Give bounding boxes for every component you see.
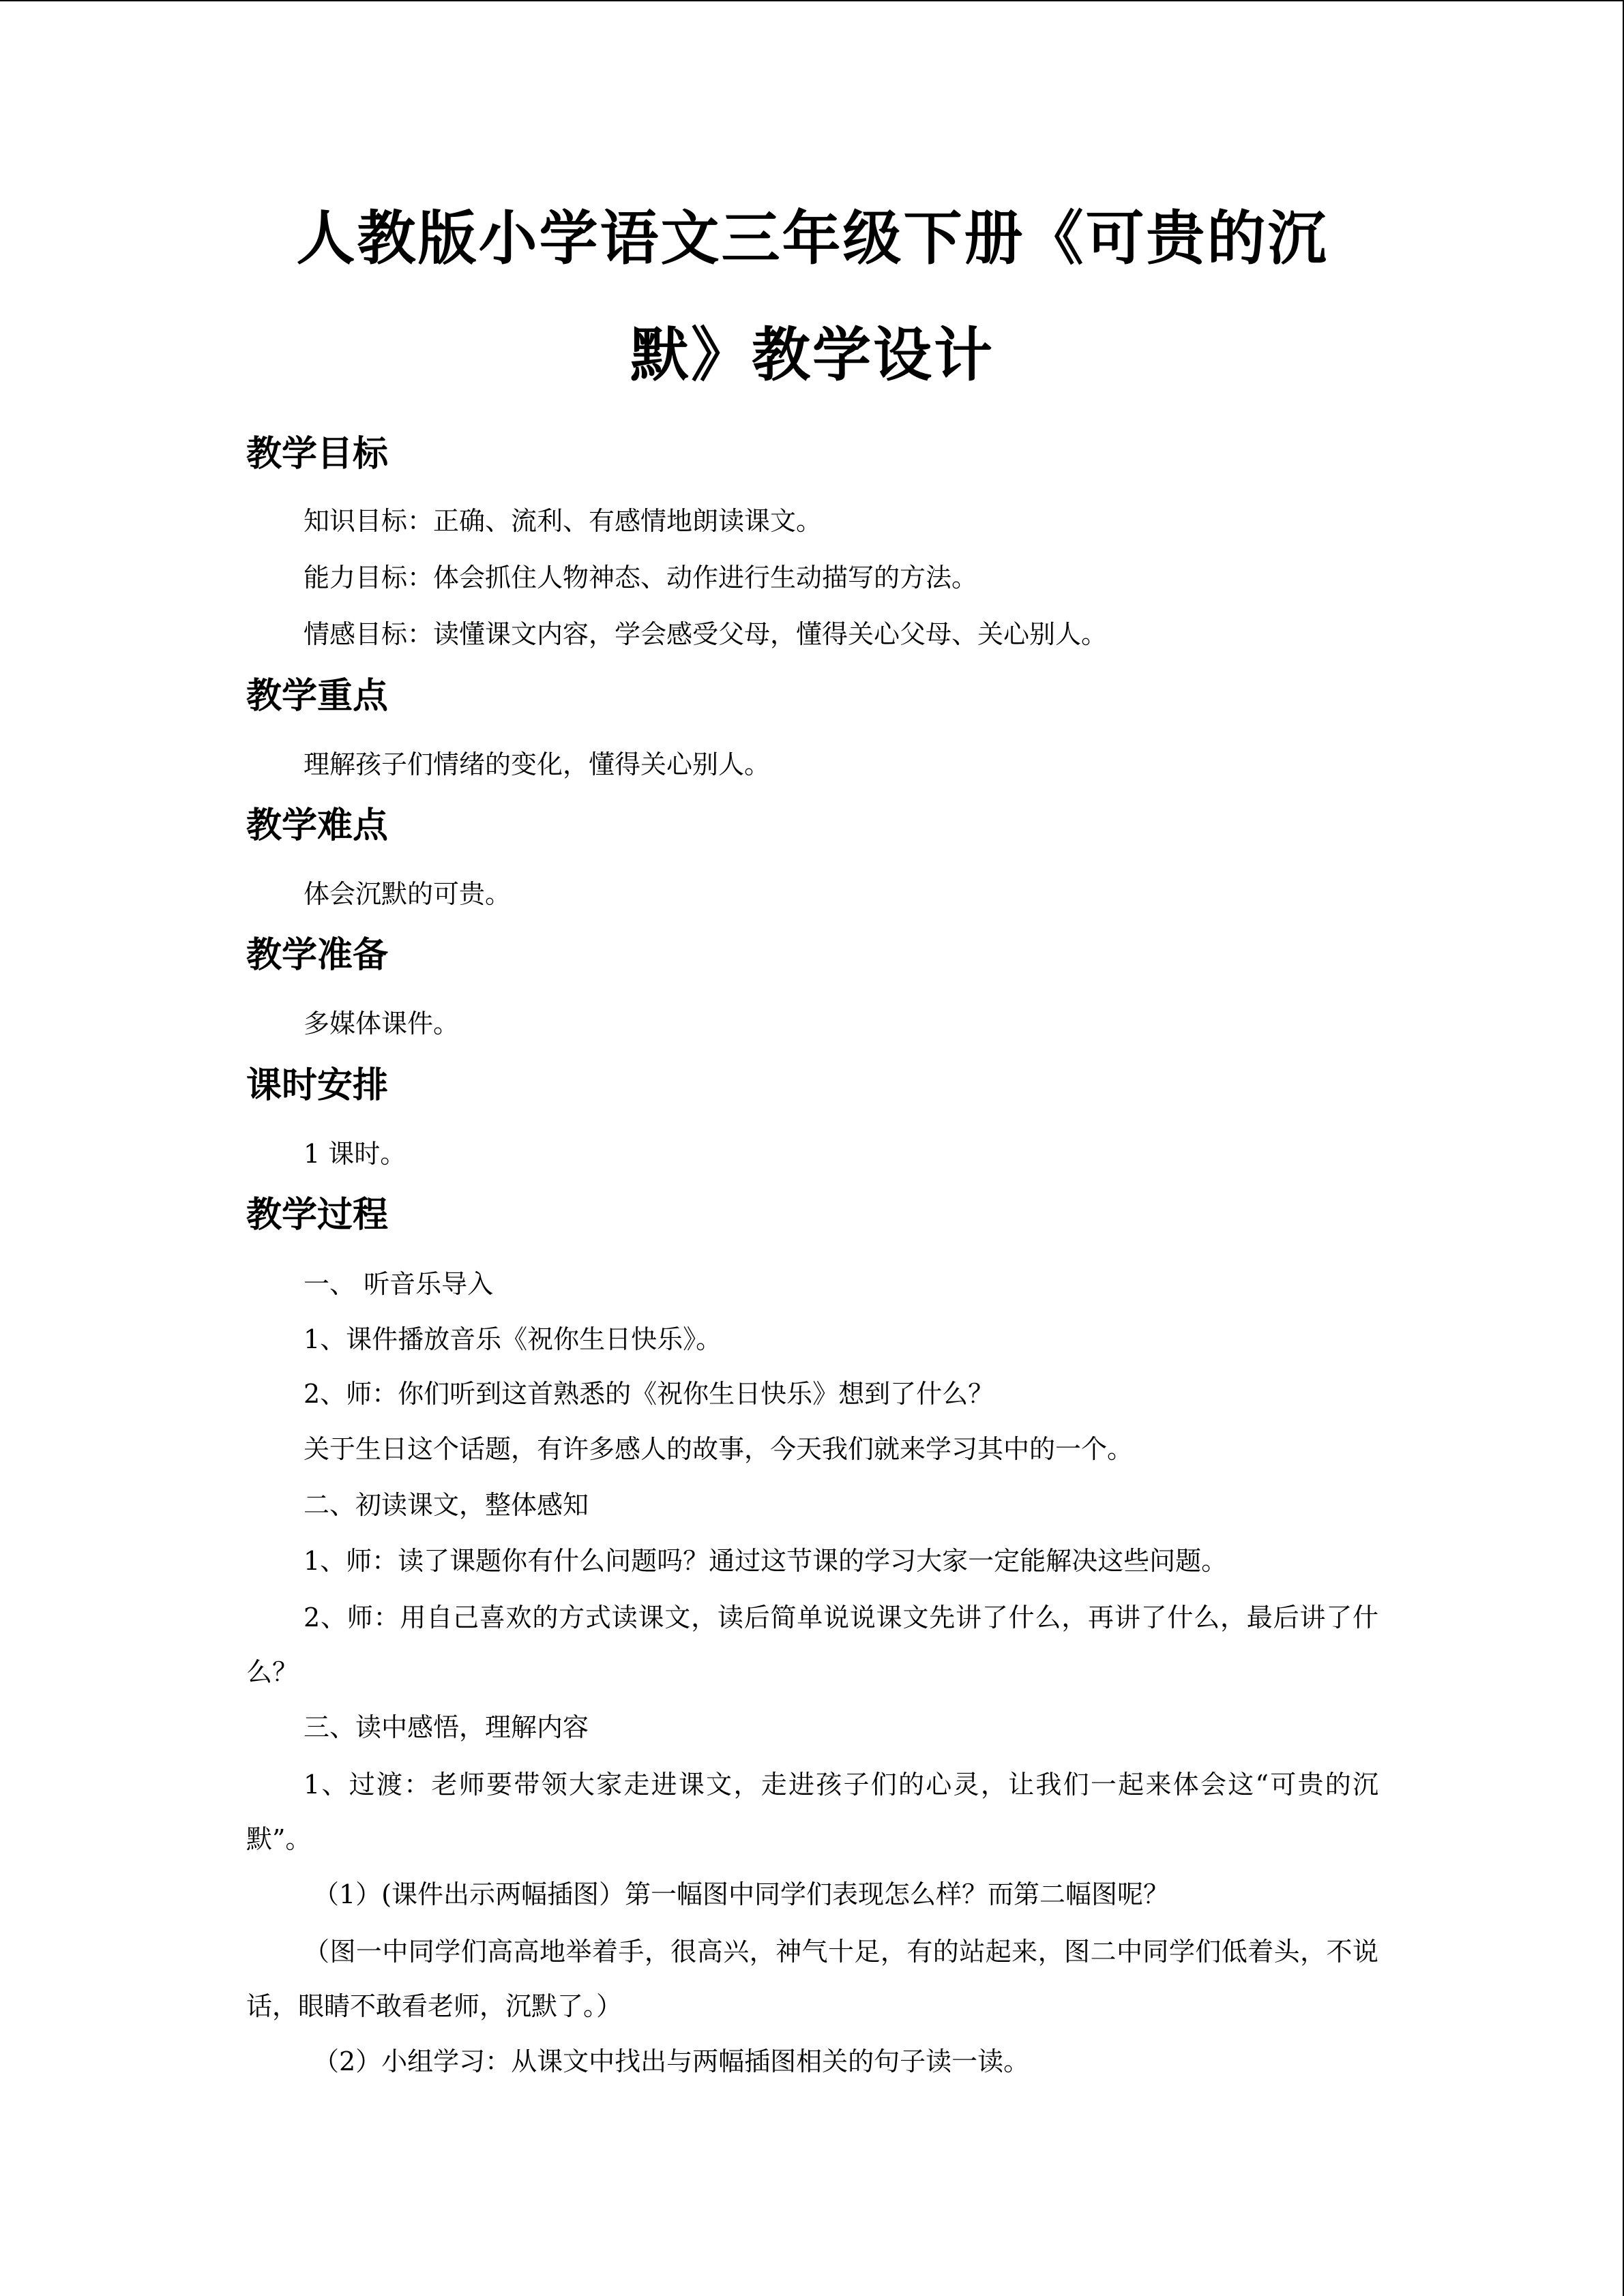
key-points-text: 理解孩子们情绪的变化，懂得关心别人。 (304, 749, 771, 779)
process-paragraph: （1）(课件出示两幅插图）第一幅图中同学们表现怎么样？而第二幅图呢？ (313, 1879, 1170, 1909)
schedule-text: 1 课时。 (304, 1139, 407, 1169)
goal-emotion: 情感目标：读懂课文内容，学会感受父母，懂得关心父母、关心别人。 (304, 619, 1108, 649)
goal-ability: 能力目标：体会抓住人物神态、动作进行生动描写的方法。 (304, 563, 978, 593)
process-paragraph: 1、师：读了课题你有什么问题吗？通过这节课的学习大家一定能解决这些问题。 (304, 1546, 1228, 1576)
process-paragraph: （图一中同学们高高地举着手，很高兴，神气十足，有的站起来，图二中同学们低着头，不说话，眼睛不敢看老师，沉默了。） (246, 1937, 1378, 2021)
process-paragraph: 1、过渡：老师要带领大家走进课文，走进孩子们的心灵，让我们一起来体会这“可贵的沉默”。 (246, 1770, 1378, 1854)
goal-knowledge: 知识目标：正确、流利、有感情地朗读课文。 (304, 506, 823, 536)
process-paragraph: 1、课件播放音乐《祝你生日快乐》。 (304, 1324, 722, 1354)
document-title-line-1: 人教版小学语文三年级下册《可贵的沉 (296, 205, 1329, 273)
heading-key-points: 教学重点 (246, 676, 389, 717)
process-paragraph: 2、师：用自己喜欢的方式读课文，读后简单说说课文先讲了什么，再讲了什么，最后讲了什么？ (246, 1602, 1378, 1687)
heading-goals: 教学目标 (246, 434, 389, 475)
heading-process: 教学过程 (246, 1195, 389, 1236)
process-step-2-title: 二、初读课文，整体感知 (304, 1490, 589, 1520)
process-step-1-title: 一、 听音乐导入 (304, 1269, 494, 1299)
heading-preparation: 教学准备 (246, 935, 389, 976)
heading-schedule: 课时安排 (246, 1065, 389, 1106)
process-paragraph: （2）小组学习：从课文中找出与两幅插图相关的句子读一读。 (313, 2046, 1030, 2076)
difficulties-text: 体会沉默的可贵。 (304, 879, 512, 909)
process-step-3-title: 三、读中感悟，理解内容 (304, 1712, 589, 1742)
process-paragraph: 关于生日这个话题，有许多感人的故事，今天我们就来学习其中的一个。 (304, 1434, 1134, 1464)
preparation-text: 多媒体课件。 (304, 1009, 460, 1039)
document-title-line-2: 默》教学设计 (630, 321, 994, 389)
process-paragraph: 2、师：你们听到这首熟悉的《祝你生日快乐》想到了什么？ (304, 1379, 994, 1409)
heading-difficulties: 教学难点 (246, 805, 389, 846)
